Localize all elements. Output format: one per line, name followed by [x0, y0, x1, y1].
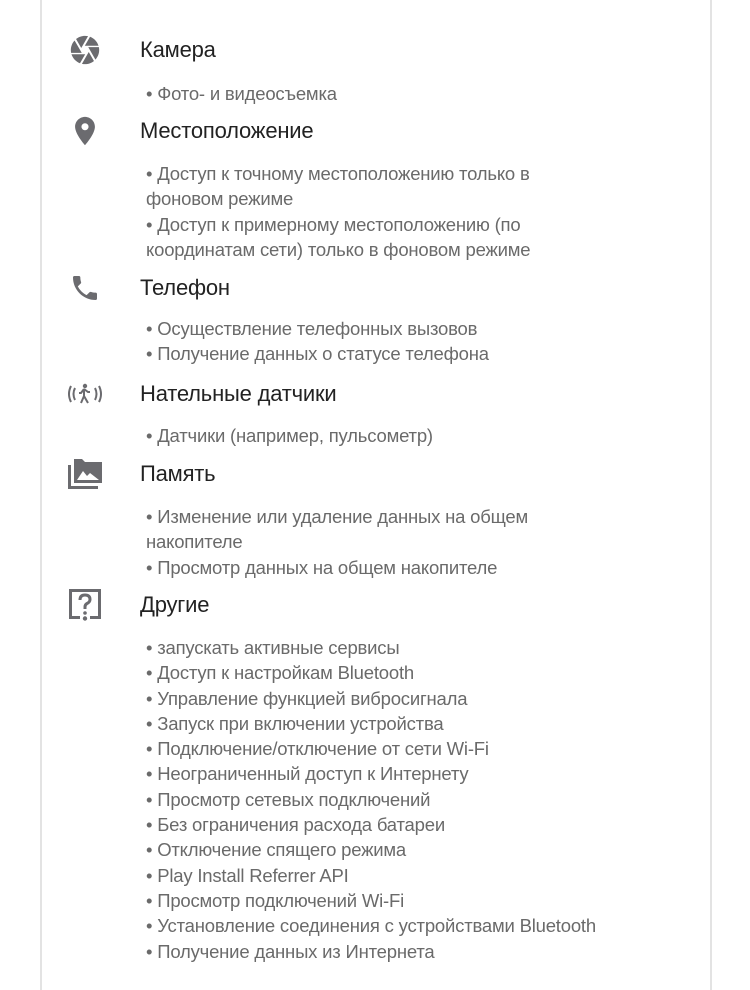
- permission-item: • Доступ к настройкам Bluetooth: [146, 662, 414, 684]
- permission-item: • Просмотр сетевых подключений: [146, 788, 431, 810]
- permission-item: • Изменение или удаление данных на общем: [146, 506, 529, 527]
- permission-item: • Без ограничения расхода батареи: [146, 814, 445, 836]
- permission-item: • Фото- и видеосъемка: [146, 83, 337, 104]
- permission-item: • Получение данных из Интернета: [146, 940, 435, 962]
- permission-item: • Отключение спящего режима: [146, 839, 406, 861]
- permission-item: • Подключение/отключение от сети Wi-Fi: [146, 738, 489, 760]
- permission-item: • запускать активные сервисы: [146, 637, 400, 658]
- permission-item: • Доступ к точному местоположению только в: [146, 163, 530, 184]
- storage-photo-library-icon: [66, 455, 104, 493]
- permission-item: • Запуск при включении устройства: [146, 712, 444, 734]
- permission-item: • Просмотр данных на общем накопителе: [146, 556, 498, 578]
- phone-icon: [66, 269, 104, 307]
- location-pin-icon: [66, 112, 104, 150]
- permission-item: • Доступ к примерному местоположению (по: [146, 213, 521, 235]
- permission-title: Местоположение: [140, 118, 314, 143]
- permission-item: координатам сети) только в фоновом режиме: [146, 238, 531, 260]
- permission-item: • Просмотр подключений Wi-Fi: [146, 889, 404, 911]
- permission-item: • Play Install Referrer API: [146, 864, 349, 886]
- body-sensors-icon: [66, 375, 104, 413]
- permission-title: Другие: [140, 592, 210, 617]
- permission-title: Память: [140, 461, 216, 486]
- other-question-icon: [66, 586, 104, 624]
- permission-item: • Управление функцией вибросигнала: [146, 687, 468, 709]
- permission-details: [146, 81, 337, 106]
- permission-item: • Получение данных о статусе телефона: [146, 343, 489, 365]
- permission-details: [146, 504, 528, 580]
- permission-item: • Датчики (например, пульсометр): [146, 425, 433, 446]
- permission-item: фоновом режиме: [146, 188, 294, 210]
- camera-aperture-icon: [66, 31, 104, 69]
- permission-details: [146, 316, 489, 367]
- permission-details: [146, 635, 596, 964]
- permission-item: накопителе: [146, 531, 243, 553]
- permission-item: • Неограниченный доступ к Интернету: [146, 763, 469, 785]
- permission-details: [146, 161, 530, 262]
- permission-title: Нательные датчики: [140, 381, 337, 406]
- permission-title: Телефон: [140, 275, 230, 300]
- permission-title: Камера: [140, 37, 216, 62]
- permission-item: • Осуществление телефонных вызовов: [146, 318, 478, 339]
- permission-item: • Установление соединения с устройствами Bluetooth: [146, 915, 596, 937]
- permission-details: [146, 423, 433, 448]
